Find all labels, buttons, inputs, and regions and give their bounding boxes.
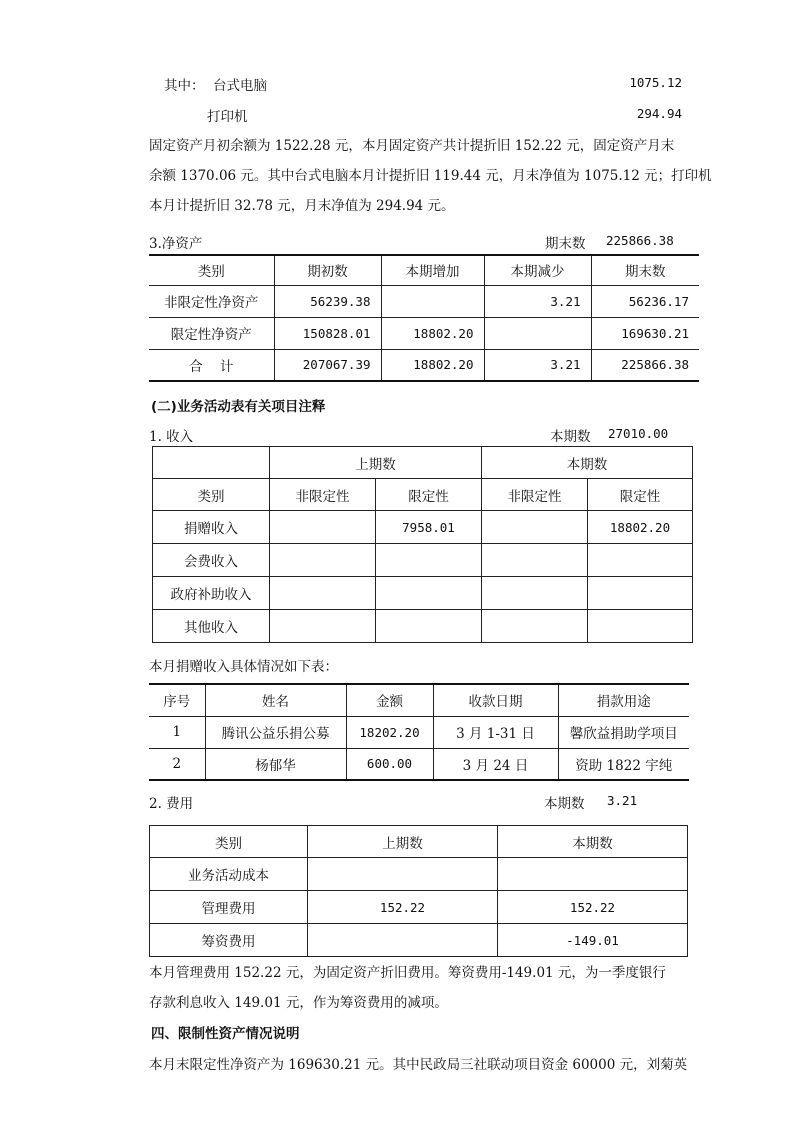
table-cell: 3.21: [484, 285, 591, 317]
table-cell: 1: [149, 716, 205, 748]
table-row: [149, 285, 699, 317]
printer-value: 294.94: [636, 106, 682, 121]
income-sub-header: 限定性: [376, 479, 482, 511]
expenses-paragraph-line1: 本月管理费用 152.22 元，为固定资产折旧费用。筹资费用-149.01 元，为一季度银行: [149, 965, 666, 981]
table-cell: 56239.38: [274, 285, 381, 317]
table-cell: [376, 610, 482, 643]
table-cell: [482, 511, 588, 544]
table-cell: 3.21: [484, 349, 591, 381]
table-cell: 18802.20: [588, 511, 693, 544]
desktop-label: 台式电脑: [213, 78, 267, 94]
table-cell: 18202.20: [346, 716, 433, 748]
fixed-assets-paragraph-line1: 固定资产月初余额为 1522.28 元，本月固定资产共计提折旧 152.22 元，固定资产月末: [149, 138, 675, 154]
table-cell: 600.00: [346, 748, 433, 780]
income-curr-header: 本期数: [482, 447, 693, 479]
row-category: 非限定性净资产: [149, 285, 274, 317]
income-title: 1. 收入: [149, 429, 194, 445]
income-prev-header: 上期数: [270, 447, 482, 479]
net-assets-header: 类别: [149, 255, 274, 285]
table-cell: [588, 577, 693, 610]
donations-intro: 本月捐赠收入具体情况如下表：: [149, 659, 338, 675]
row-category: 合 计: [149, 349, 274, 381]
table-cell: [376, 544, 482, 577]
expenses-header: 类别: [150, 826, 308, 858]
net-assets-title: 3.净资产: [149, 236, 203, 252]
table-row: [149, 748, 689, 780]
income-corner-cell: [153, 447, 270, 479]
table-row: [153, 610, 693, 643]
net-assets-header: 期末数: [591, 255, 699, 285]
table-cell: 150828.01: [274, 317, 381, 349]
table-cell: 207067.39: [274, 349, 381, 381]
expenses-title: 2. 费用: [149, 796, 194, 812]
table-cell: [482, 577, 588, 610]
section4-paragraph-line1: 本月末限定性净资产为 169630.21 元。其中民政局三社联动项目资金 60000 元，刘菊英: [149, 1057, 688, 1073]
desktop-value: 1075.12: [629, 75, 682, 90]
table-cell: [381, 285, 484, 317]
table-row: [153, 577, 693, 610]
table-cell: 152.22: [498, 891, 688, 924]
table-cell: [484, 317, 591, 349]
income-category-header: 类别: [153, 479, 270, 511]
income-sub-header: 非限定性: [270, 479, 376, 511]
table-cell: 馨欣益捐助学项目: [558, 716, 689, 748]
income-current-label: 本期数: [550, 429, 591, 445]
table-cell: 2: [149, 748, 205, 780]
net-assets-header: 本期增加: [381, 255, 484, 285]
table-cell: 169630.21: [591, 317, 699, 349]
table-cell: 杨郁华: [205, 748, 346, 780]
table-cell: 资助 1822 宇纯: [558, 748, 689, 780]
income-current-value: 27010.00: [608, 426, 669, 441]
donations-header: 金额: [346, 684, 433, 716]
table-cell: 225866.38: [591, 349, 699, 381]
table-cell: 3 月 24 日: [433, 748, 558, 780]
fixed-assets-paragraph-line2: 余额 1370.06 元。其中台式电脑本月计提折旧 119.44 元，月末净值为 1075.12 元；打印机: [149, 168, 712, 184]
table-cell: [270, 610, 376, 643]
row-category: 业务活动成本: [150, 858, 308, 891]
net-assets-table: [149, 254, 699, 382]
net-assets-header: 期初数: [274, 255, 381, 285]
table-cell: 152.22: [308, 891, 498, 924]
table-row: [150, 924, 688, 957]
income-sub-header: 非限定性: [482, 479, 588, 511]
table-cell: [482, 610, 588, 643]
row-category: 管理费用: [150, 891, 308, 924]
table-cell: 7958.01: [376, 511, 482, 544]
table-cell: [588, 544, 693, 577]
table-cell: [588, 610, 693, 643]
row-category: 限定性净资产: [149, 317, 274, 349]
table-cell: [270, 577, 376, 610]
section4-title: 四、限制性资产情况说明: [151, 1026, 300, 1042]
table-cell: [308, 924, 498, 957]
donations-header: 序号: [149, 684, 205, 716]
table-cell: [482, 544, 588, 577]
fixed-assets-paragraph-line3: 本月计提折旧 32.78 元，月末净值为 294.94 元。: [149, 198, 455, 214]
donations-table: [149, 683, 689, 781]
net-assets-end-label: 期末数: [545, 236, 586, 252]
printer-label: 打印机: [207, 109, 248, 125]
row-category: 捐赠收入: [153, 511, 270, 544]
table-cell: [376, 577, 482, 610]
income-sub-header: 限定性: [588, 479, 693, 511]
table-cell: [270, 511, 376, 544]
row-category: 政府补助收入: [153, 577, 270, 610]
donations-header: 姓名: [205, 684, 346, 716]
table-cell: -149.01: [498, 924, 688, 957]
table-row: [153, 544, 693, 577]
table-cell: 56236.17: [591, 285, 699, 317]
expenses-header: 本期数: [498, 826, 688, 858]
expenses-paragraph-line2: 存款利息收入 149.01 元，作为筹资费用的减项。: [149, 995, 448, 1011]
income-table: [152, 446, 693, 643]
table-row: [153, 511, 693, 544]
net-assets-end-value: 225866.38: [606, 233, 674, 248]
of-which-label: 其中：: [164, 78, 205, 94]
donations-header: 收款日期: [433, 684, 558, 716]
table-cell: [270, 544, 376, 577]
table-row: [150, 891, 688, 924]
table-row: [149, 349, 699, 381]
table-row: [149, 716, 689, 748]
row-category: 筹资费用: [150, 924, 308, 957]
table-cell: 3 月 1-31 日: [433, 716, 558, 748]
expenses-current-label: 本期数: [544, 796, 585, 812]
row-category: 其他收入: [153, 610, 270, 643]
table-row: [149, 317, 699, 349]
section2-title: (二)业务活动表有关项目注释: [151, 399, 326, 415]
donations-header: 捐款用途: [558, 684, 689, 716]
table-cell: [308, 858, 498, 891]
table-cell: 腾讯公益乐捐公募: [205, 716, 346, 748]
table-cell: [498, 858, 688, 891]
expenses-header: 上期数: [308, 826, 498, 858]
table-cell: 18802.20: [381, 349, 484, 381]
table-row: [150, 858, 688, 891]
table-cell: 18802.20: [381, 317, 484, 349]
net-assets-header: 本期减少: [484, 255, 591, 285]
row-category: 会费收入: [153, 544, 270, 577]
expenses-current-value: 3.21: [607, 793, 638, 808]
expenses-table: [149, 825, 688, 957]
